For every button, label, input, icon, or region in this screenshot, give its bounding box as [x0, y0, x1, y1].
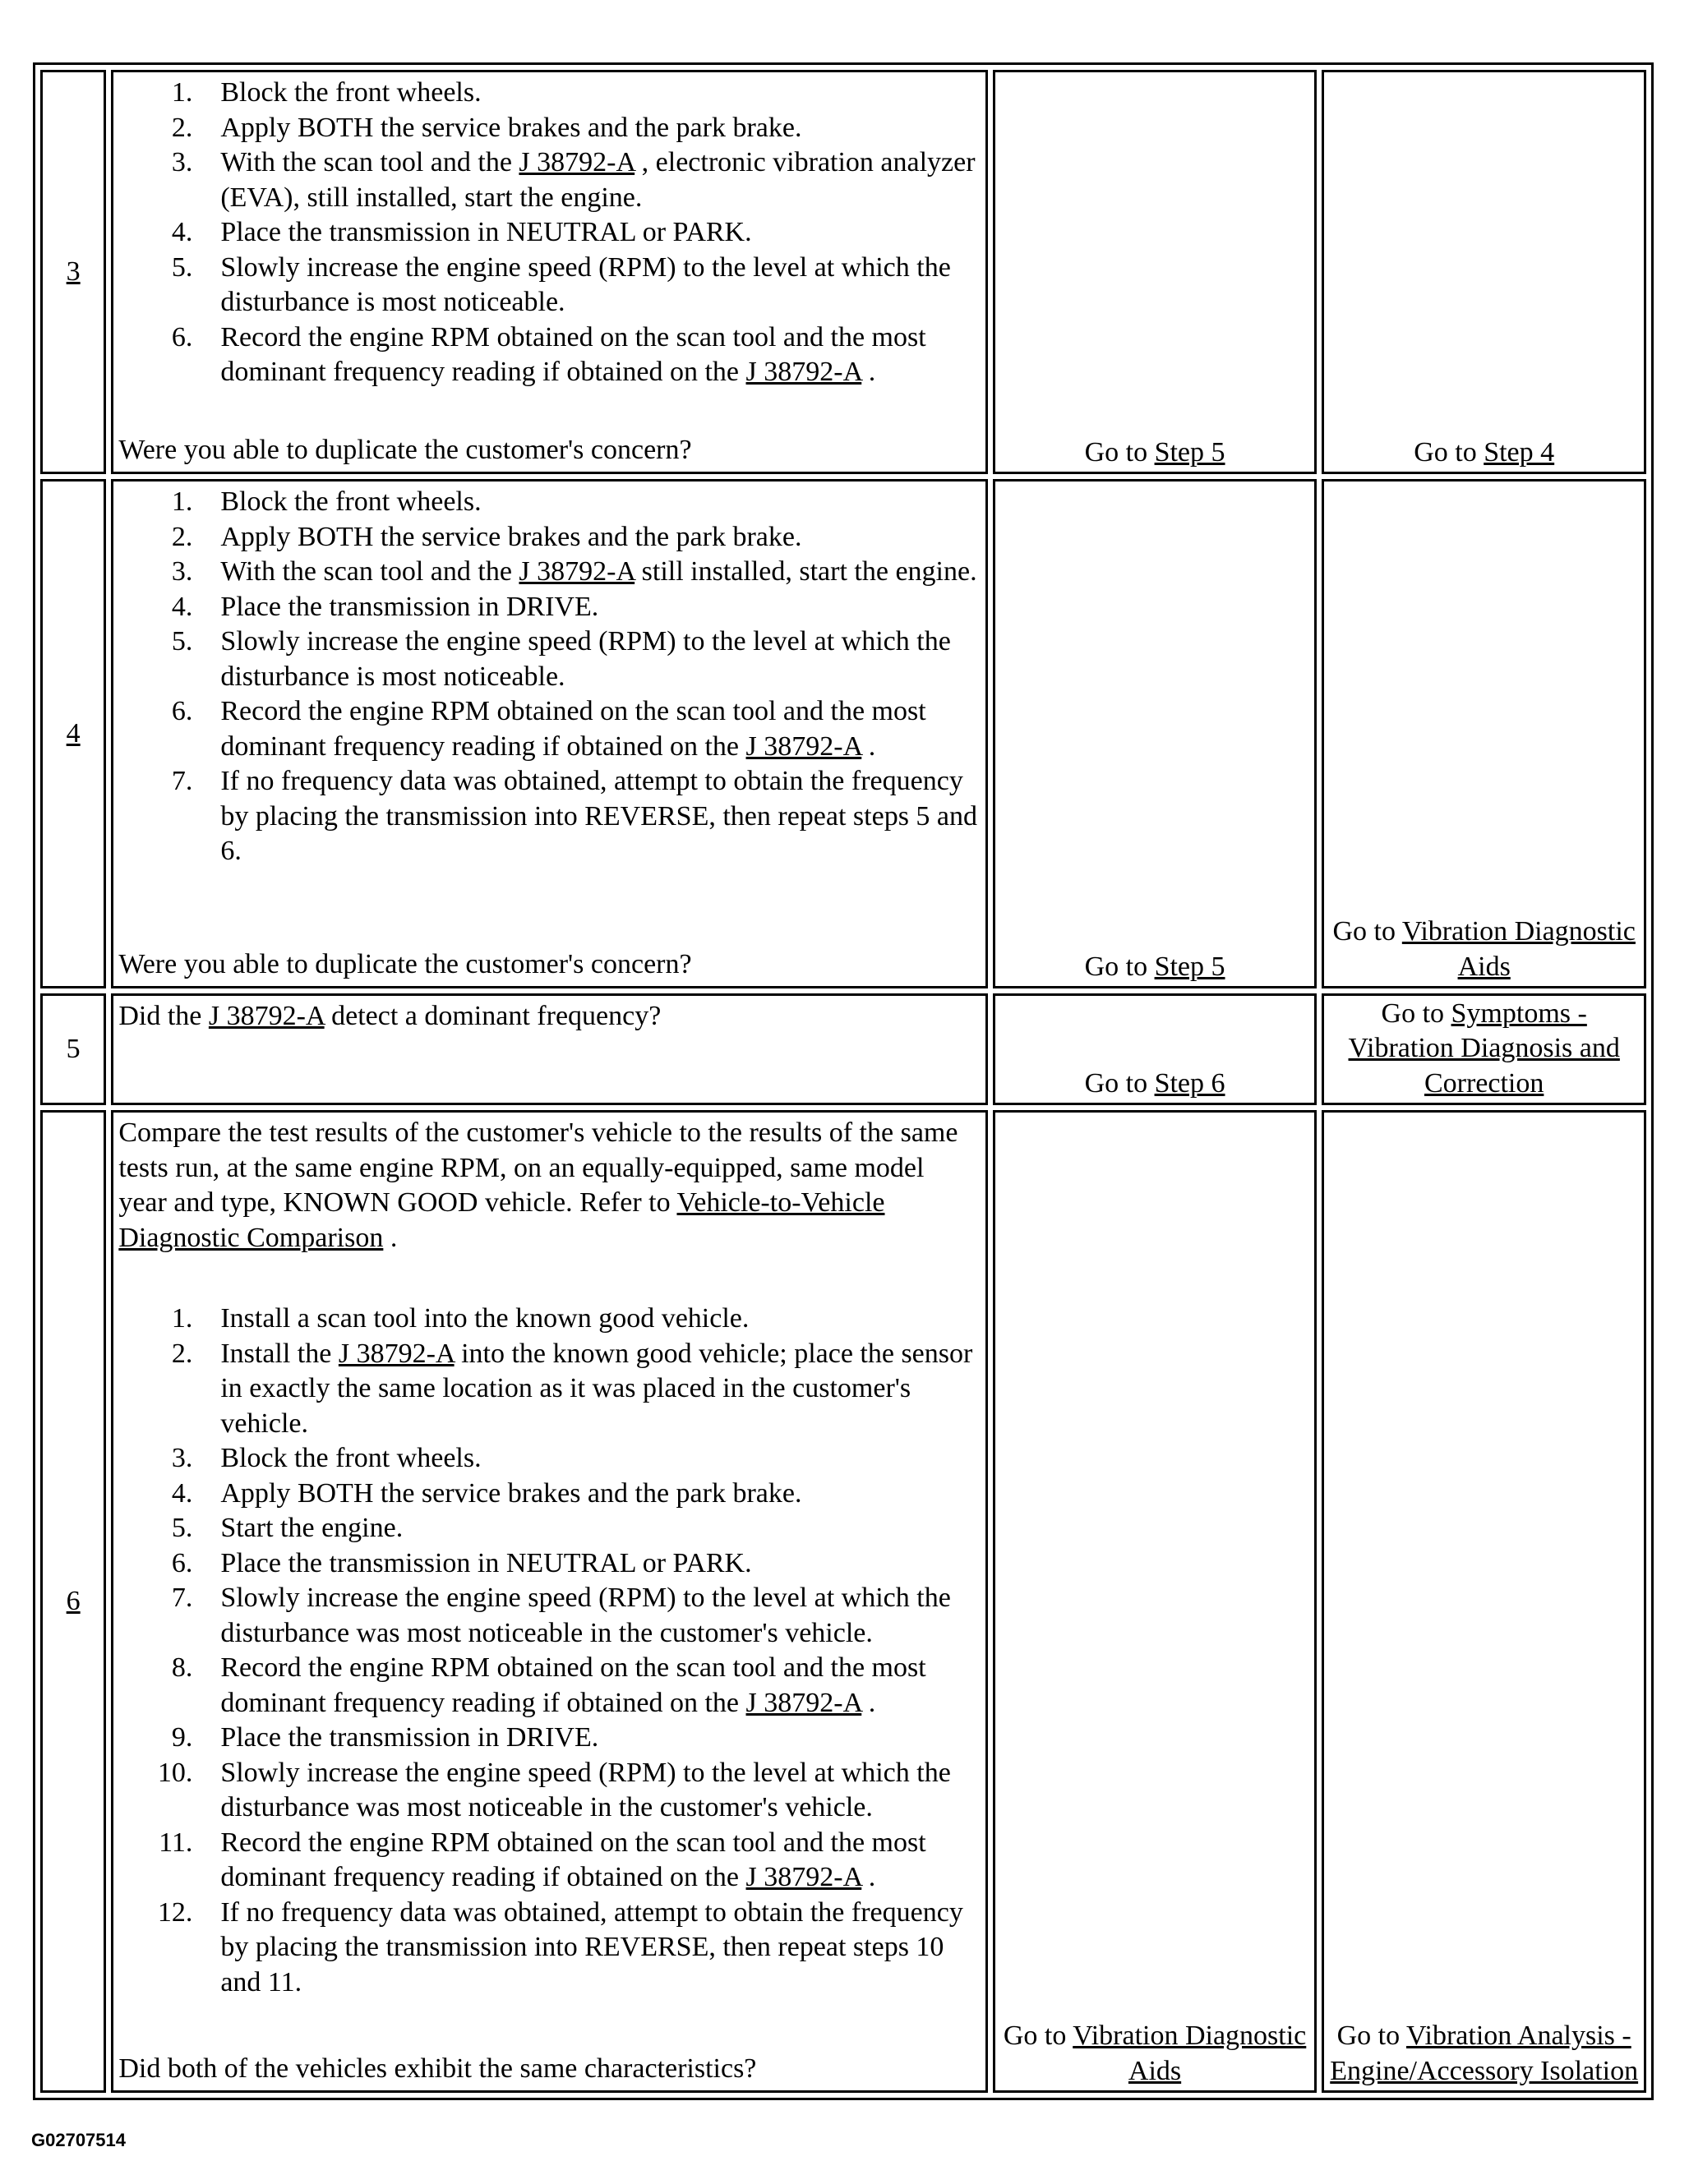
list-item-number: 1. [171, 486, 193, 517]
text-segment: If no frequency data was obtained, attempt to obtain the frequency by placing the transmission into REVERSE, then repeat steps 5 and 6. [220, 766, 978, 866]
list-item [118, 251, 978, 320]
text-segment: . [861, 1862, 876, 1892]
no-result-cell [1322, 1110, 1646, 2093]
text-segment: Record the engine RPM obtained on the scan tool and the most dominant frequency reading if obtained on the [220, 1827, 926, 1892]
text-segment: Place the transmission in NEUTRAL or PARK. [220, 1547, 752, 1578]
text-segment: With the scan tool and the [220, 556, 519, 587]
list-item [118, 1337, 978, 1442]
text-segment: Go to [1084, 1067, 1155, 1099]
list-item [118, 145, 978, 215]
action-cell [111, 70, 987, 474]
procedure-list [118, 1302, 978, 2000]
text-segment: Slowly increase the engine speed (RPM) to the level at which the disturbance is most noticeable. [220, 251, 951, 317]
text-segment: If no frequency data was obtained, attempt to obtain the frequency by placing the transmission into REVERSE, then repeat steps 10 and 11. [220, 1896, 963, 1997]
no-result-cell [1322, 479, 1646, 988]
text-segment: still installed, start the engine. [635, 556, 977, 587]
step-number-link[interactable]: 6 [66, 1586, 81, 1616]
step-number-link[interactable]: 4 [66, 718, 81, 749]
no-result-cell [1322, 993, 1646, 1105]
list-item [118, 1896, 978, 2001]
list-item-number: 7. [171, 1583, 193, 1613]
reference-link[interactable]: Symptoms - Vibration Diagnosis and Correction [1348, 998, 1620, 1099]
step-row-5 [40, 993, 1646, 1105]
yes-result-cell [993, 1110, 1318, 2093]
text-segment: Block the front wheels. [220, 486, 482, 517]
step-cell [40, 479, 106, 988]
reference-link[interactable]: Vehicle-to-Vehicle Diagnostic Comparison [118, 1187, 885, 1253]
list-item [118, 590, 978, 625]
reference-link[interactable]: J 38792-A [745, 1687, 862, 1718]
list-item [118, 485, 978, 520]
intro-paragraph [118, 1116, 978, 1256]
text-segment: Go to [1084, 951, 1155, 982]
text-segment: Record the engine RPM obtained on the scan tool and the most dominant frequency reading if obtained on the [220, 696, 926, 762]
list-item-number: 1. [171, 77, 193, 108]
list-item [118, 1546, 978, 1582]
reference-link[interactable]: J 38792-A [745, 730, 862, 762]
text-segment: . [861, 357, 876, 387]
step-row-6 [40, 1110, 1646, 2093]
text-segment: Go to [1414, 436, 1484, 468]
reference-link[interactable]: Step 5 [1154, 951, 1225, 982]
step-number: 5 [66, 1034, 81, 1064]
procedure-list [118, 485, 978, 869]
list-item-number: 4. [171, 591, 193, 622]
text-segment: Go to [1003, 2020, 1073, 2051]
action-cell [111, 479, 987, 988]
list-item-number: 6. [171, 1547, 193, 1578]
text-segment: Apply BOTH the service brakes and the park brake. [220, 1477, 802, 1509]
text-segment: Did the [118, 1001, 209, 1031]
list-item-number: 4. [171, 217, 193, 247]
step-row-4 [40, 479, 1646, 988]
action-cell [111, 1110, 987, 2093]
step-cell [40, 993, 106, 1105]
reference-link[interactable]: J 38792-A [519, 556, 635, 587]
list-item [118, 1721, 978, 1756]
list-item [118, 320, 978, 390]
question-text [118, 999, 978, 1034]
diagnostic-table [33, 62, 1654, 2100]
table-body [40, 70, 1646, 2093]
list-item [118, 764, 978, 869]
text-segment: detect a dominant frequency? [324, 1001, 662, 1031]
list-item-number: 8. [171, 1652, 193, 1683]
text-segment: Go to [1084, 436, 1155, 468]
list-item-number: 3. [171, 1443, 193, 1473]
text-segment: Block the front wheels. [220, 1443, 482, 1473]
list-item-number: 1. [171, 1303, 193, 1334]
diagnostic-page [33, 62, 1654, 2100]
step-row-3 [40, 70, 1646, 474]
list-item [118, 1651, 978, 1721]
yes-result-cell [993, 479, 1318, 988]
list-item-number: 3. [171, 556, 193, 587]
text-segment: Slowly increase the engine speed (RPM) to the level at which the disturbance was most noticeable in the customer's vehicle. [220, 1757, 951, 1822]
figure-id: G02707514 [31, 2130, 126, 2150]
question-text: Were you able to duplicate the customer's concern? [118, 948, 692, 979]
text-segment: Block the front wheels. [220, 77, 482, 108]
list-item-number: 6. [171, 696, 193, 726]
yes-result-cell [993, 70, 1318, 474]
list-item [118, 555, 978, 590]
list-item [118, 1581, 978, 1651]
list-item [118, 1826, 978, 1896]
list-item [118, 694, 978, 764]
list-item [118, 1756, 978, 1826]
reference-link[interactable]: J 38792-A [208, 1001, 325, 1031]
text-segment: Place the transmission in NEUTRAL or PARK. [220, 217, 752, 247]
step-cell [40, 1110, 106, 2093]
reference-link[interactable]: Vibration Diagnostic Aids [1401, 916, 1636, 982]
text-segment: Go to [1332, 916, 1402, 947]
text-segment: Install the [220, 1338, 339, 1369]
list-item [118, 1477, 978, 1512]
text-segment: Place the transmission in DRIVE. [220, 591, 599, 622]
reference-link[interactable]: Vibration Analysis - Engine/Accessory Isolation [1330, 2020, 1639, 2086]
question-text: Were you able to duplicate the customer's concern? [118, 434, 692, 465]
list-item [118, 76, 978, 111]
text-segment: Compare the test results of the customer's vehicle to the results of the same tests run, at the same engine RPM, on an equally-equipped, same model year and type, KNOWN GOOD vehicle. Refer to [118, 1117, 958, 1218]
text-segment: Place the transmission in DRIVE. [220, 1722, 599, 1753]
list-item-number: 3. [171, 147, 193, 177]
list-item-number: 6. [171, 321, 193, 352]
list-item [118, 520, 978, 555]
procedure-list [118, 76, 978, 390]
list-item [118, 1511, 978, 1546]
text-segment: Start the engine. [220, 1513, 404, 1543]
no-result-cell [1322, 70, 1646, 474]
reference-link[interactable]: Step 4 [1484, 436, 1555, 468]
text-segment: . [861, 1687, 876, 1718]
reference-link[interactable]: J 38792-A [338, 1338, 455, 1369]
action-cell [111, 993, 987, 1105]
list-item-number: 2. [171, 112, 193, 143]
list-item [118, 1441, 978, 1477]
text-segment: Apply BOTH the service brakes and the park brake. [220, 112, 802, 143]
list-item-number: 10. [157, 1757, 193, 1788]
text-segment: . [383, 1222, 398, 1253]
text-segment: Slowly increase the engine speed (RPM) to the level at which the disturbance was most noticeable in the customer's vehicle. [220, 1583, 951, 1648]
reference-link[interactable]: Vibration Diagnostic Aids [1073, 2020, 1307, 2086]
reference-link[interactable]: J 38792-A [745, 1862, 862, 1892]
list-item [118, 215, 978, 251]
list-item-number: 11. [159, 1827, 193, 1858]
text-segment: Record the engine RPM obtained on the scan tool and the most dominant frequency reading if obtained on the [220, 1652, 926, 1718]
reference-link[interactable]: J 38792-A [745, 357, 862, 387]
list-item-number: 4. [171, 1477, 193, 1509]
yes-result-cell [993, 993, 1318, 1105]
reference-link[interactable]: Step 5 [1154, 436, 1225, 468]
text-segment: Record the engine RPM obtained on the scan tool and the most dominant frequency reading if obtained on the [220, 321, 926, 387]
step-cell [40, 70, 106, 474]
list-item-number: 12. [157, 1896, 193, 1928]
reference-link[interactable]: Step 6 [1154, 1067, 1225, 1099]
list-item-number: 9. [171, 1722, 193, 1753]
list-item [118, 111, 978, 146]
text-segment: . [861, 730, 876, 762]
list-item-number: 5. [171, 1513, 193, 1543]
text-segment: , electronic vibration analyzer (EVA), still installed, start the engine. [220, 147, 976, 213]
list-item-number: 5. [171, 251, 193, 283]
text-segment: Go to [1336, 2020, 1407, 2051]
list-item-number: 2. [171, 1338, 193, 1369]
text-segment: Apply BOTH the service brakes and the park brake. [220, 521, 802, 552]
text-segment: Go to [1381, 998, 1451, 1029]
text-segment: Slowly increase the engine speed (RPM) to the level at which the disturbance is most noticeable. [220, 626, 951, 692]
list-item-number: 5. [171, 626, 193, 657]
list-item [118, 624, 978, 694]
list-item [118, 1302, 978, 1337]
reference-link[interactable]: J 38792-A [519, 147, 635, 177]
question-text: Did both of the vehicles exhibit the same characteristics? [118, 2053, 757, 2084]
text-segment: into the known good vehicle; place the sensor in exactly the same location as it was placed in the customer's vehicle. [220, 1338, 973, 1439]
text-segment: With the scan tool and the [220, 147, 519, 177]
list-item-number: 2. [171, 521, 193, 552]
list-item-number: 7. [171, 766, 193, 796]
step-number-link[interactable]: 3 [66, 256, 81, 287]
text-segment: Install a scan tool into the known good vehicle. [220, 1303, 750, 1334]
